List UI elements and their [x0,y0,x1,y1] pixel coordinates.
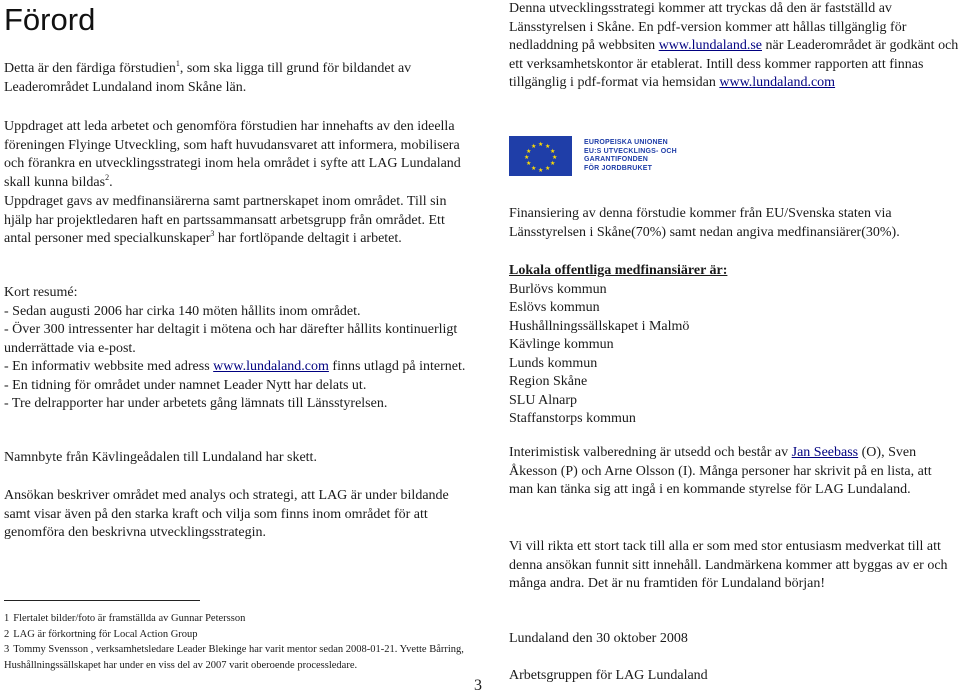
cofinancer-item: Hushållningssällskapet i Malmö [509,318,690,334]
eu-logo-line: GARANTIFONDEN [584,156,649,163]
page-title: Förord [4,2,96,37]
website-link-com[interactable]: www.lundaland.com [719,75,836,90]
footnote [4,611,466,627]
nomination-text-cont: (O), Sven Åkesson (P) och Arne Olsson (I). Många personer har skrivit på en lista, att man kan tänka sig att ingå i en kommande styrelse för LAG Lundaland. [509,445,932,497]
website-link-se[interactable]: www.lundaland.se [658,38,762,53]
eu-flag-icon: ★ ★ ★ ★ ★ ★ ★ ★ ★ ★ ★ ★ [509,136,572,176]
intro-paragraph [4,60,466,97]
summary-item: - En tidning för området under namnet Leader Nytt har delats ut. [4,377,367,393]
eu-logo-line: FÖR JORDBRUKET [584,164,653,172]
intro-text-cont: , som ska ligga till grund för bildandet av Leaderområdet Lundaland inom Skåne län. [4,61,412,95]
partnership-paragraph [4,193,466,249]
eu-logo-line: EU:S UTVECKLINGS- OCH [584,147,677,155]
footnote-ref-2: 2 [105,172,110,182]
assignment-text: Uppdraget att leda arbetet och genomföra förstudien har innehafts av den ideella föreningen Flyinge Utveckling, som haft huvudansvaret att informera, mobilisera och förankra en utvecklingsstrategi inom hela området i syfte att LAG Lundaland skall kunna bildas [4,119,461,190]
footnote-text: Tommy Svensson , verksamhetsledare Leader Blekinge har varit mentor sedan 2008-01-21. Yvette Bårring, Hushållningssällskapet har under en viss del av 2007 varit oberoende processledare. [4,644,464,671]
website-link[interactable]: www.lundaland.com [213,359,329,374]
summary-block [4,284,466,414]
application-paragraph: Ansökan beskriver området med analys och strategi, att LAG är under bildande samt visar även på den starka kraft och vilja som finns inom området för att genomföra den beskrivna utvecklingsstrategin. [4,488,449,540]
summary-title: Kort resumé: [4,285,78,300]
cofinancer-item: SLU Alnarp [509,392,578,408]
footnotes [4,611,466,673]
footnote-text: LAG är förkortning för Local Action Group [13,628,198,640]
eu-logo-line: EUROPEISKA UNIONEN [584,139,668,146]
summary-item [4,358,466,377]
intro-text: Detta är den färdiga förstudien [4,61,176,76]
footnote-text: Flertalet bilder/foto är framställda av Gunnar Petersson [13,613,246,624]
summary-item: - Sedan augusti 2006 har cirka 140 möten hållits inom området. [4,303,361,319]
eu-logo-text [584,139,677,173]
partnership-text-cont: har fortlöpande deltagit i arbetet. [214,231,402,246]
signature: Arbetsgruppen för LAG Lundaland [509,668,708,683]
rename-paragraph: Namnbyte från Kävlingeådalen till Lundaland har skett. [4,450,317,465]
funding-paragraph: Finansiering av denna förstudie kommer från EU/Svenska staten via Länsstyrelsen i Skåne(70%) samt nedan angiva medfinansiärer(30%). [509,206,900,240]
cofinancer-item: Lunds kommun [509,355,598,371]
cofinancer-item: Region Skåne [509,374,588,389]
cofinancer-item: Burlövs kommun [509,281,607,297]
partnership-text: Uppdraget gavs av medfinansiärerna samt partnerskapet inom området. Till sin hjälp har projektledaren haft en partssammansatt arbetsgrupp från området. Ett antal personer med specialkunskaper [4,194,447,246]
summary-item-text-end: finns utlagd på internet. [328,359,466,374]
publication-paragraph [509,0,959,93]
eu-logo [509,130,687,182]
cofinancer-item: Staffanstorps kommun [509,411,636,426]
footnote [4,627,466,643]
cofinancers-block [509,262,959,429]
publication-text-cont: när Leaderområdet är godkänt och ett verksamhetskontor är etablerat. Intill dess kommer rapporten att finnas tillgänglig i pdf-format via hemsidan [509,38,959,90]
person-link[interactable]: Jan Seebass [791,445,859,460]
footnote-number: 2 [4,628,10,640]
publication-text: Denna utvecklingsstrategi kommer att tryckas då den är fastställd av Länsstyrelsen i Skåne. En pdf-version kommer att hållas tillgänglig för nedladdning på webbsiten [509,1,907,53]
page-number: 3 [474,677,482,694]
footnote [4,642,466,673]
summary-item: - Över 300 intressenter har deltagit i mötena och har därefter hållits kontinuerligt underrättade via e-post. [4,322,458,356]
place-date: Lundaland den 30 oktober 2008 [509,631,688,646]
footnote-divider [4,600,200,601]
footnote-number: 3 [4,644,10,655]
footnote-ref-3: 3 [210,229,215,238]
cofinancer-item: Eslövs kommun [509,300,600,315]
thanks-paragraph: Vi vill rikta ett stort tack till alla er som med stor entusiasm medverkat till att denna ansökan funnit sitt innehåll. Landmärkena kommer att byggas av er och många andra. Det är nu framtiden för Lundaland början! [509,539,948,591]
assignment-paragraph [4,118,466,192]
footnote-number: 1 [4,613,10,624]
cofinancer-item: Kävlinge kommun [509,337,614,352]
nomination-text: Interimistisk valberedning är utsedd och består av [509,445,792,460]
summary-item: - Tre delrapporter har under arbetets gång lämnats till Länsstyrelsen. [4,396,388,411]
nomination-paragraph [509,444,959,500]
footnote-ref-1: 1 [175,59,180,68]
summary-item-text: - En informativ webbsite med adress [4,359,214,374]
assignment-text-end: . [109,174,113,190]
cofinancers-title: Lokala offentliga medfinansiärer är: [509,263,728,278]
